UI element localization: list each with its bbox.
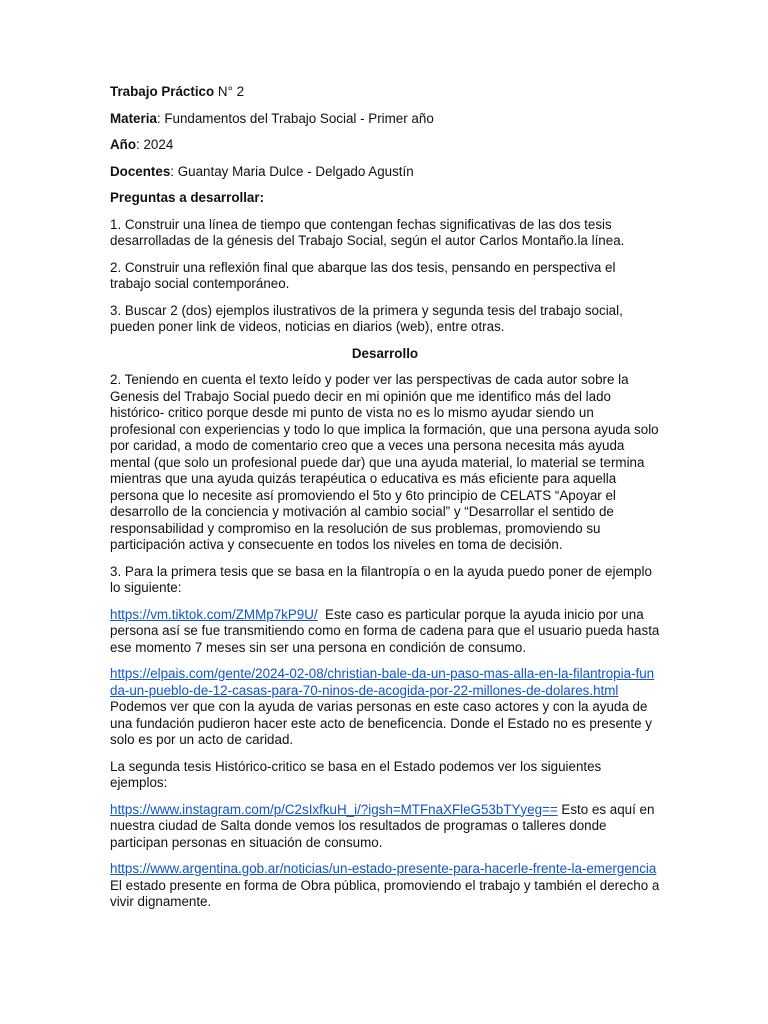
question-3: 3. Buscar 2 (dos) ejemplos ilustrativos de la primera y segunda tesis del trabajo social, pueden poner link de videos, noticias en diarios (web), entre otras. — [110, 302, 623, 334]
tp-line — [110, 84, 660, 101]
example-elpais-text: Podemos ver que con la ayuda de varias personas en este caso actores y con la ayuda de una fundación pudieron hacer este acto de beneficencia. Donde el Estado no es presente y solo es por un acto de caridad. — [110, 699, 652, 747]
example-argentina — [110, 861, 660, 911]
section-title: Desarrollo — [351, 345, 419, 361]
example-argentina-text: El estado presente en forma de Obra pública, promoviendo el trabajo y también el derecho a vivir dignamente. — [110, 877, 660, 909]
document-page — [110, 84, 664, 921]
example-tiktok-text: Este caso es particular porque la ayuda inicio por una persona así se fue transmitiendo como en forma de cadena para que el usuario pueda hasta ese momento 7 meses sin ser una persona en condición de consumo. — [110, 606, 664, 655]
argentina-link[interactable]: https://www.argentina.gob.ar/noticias/un-estado-presente-para-hacerle-frente-la-emergencia — [110, 861, 657, 876]
docentes-label: Docentes — [110, 163, 171, 179]
tp-value: N° 2 — [214, 84, 245, 99]
example-tiktok — [110, 606, 664, 657]
answer-3-intro: 3. Para la primera tesis que se basa en la filantropía o en la ayuda puedo poner de ejemplo lo siguiente: — [110, 563, 652, 595]
docentes-line — [110, 164, 660, 181]
tiktok-link[interactable]: https://vm.tiktok.com/ZMMp7kP9U/ — [110, 606, 318, 622]
anio-line — [110, 137, 660, 154]
question-1: 1. Construir una línea de tiempo que contengan fechas significativas de las dos tesis desarrolladas de la génesis del Trabajo Social, según el autor Carlos Montaño.la línea. — [110, 216, 625, 248]
example-elpais — [110, 666, 660, 749]
tp-label: Trabajo Práctico — [110, 84, 215, 99]
instagram-link[interactable]: https://www.instagram.com/p/C2sIxfkuH_i/?igsh=MTFnaXFleG53bTYyeg== — [110, 801, 558, 817]
elpais-link[interactable]: https://elpais.com/gente/2024-02-08/christian-bale-da-un-paso-mas-alla-en-la-filantropia-funda-un-pueblo-de-12-casas-para-70-ninos-de-acogida-por-22-millones-de-dolares.html — [110, 666, 655, 698]
materia-value: : Fundamentos del Trabajo Social - Primer año — [156, 110, 434, 126]
example-instagram — [110, 802, 660, 852]
example-instagram-text: Esto es aquí en nuestra ciudad de Salta donde vemos los resultados de programas o talleres donde participan personas en situación de consumo. — [110, 801, 655, 850]
answer-2-paragraph: 2. Teniendo en cuenta el texto leído y poder ver las perspectivas de cada autor sobre la Genesis del Trabajo Social puedo decir en mi opinión que me identifico más del lado histórico- critico porque desde mi punto de vista no es lo mismo ayudar siendo un profesional con experiencias y todo lo que implica la formación, que una persona ayuda solo por caridad, a modo de comentario creo que a veces una persona necesita más ayuda mental (que solo un profesional puede dar) que una ayuda material, lo material se termina mientras que una ayuda quizás terapéutica o educativa es más eficiente para aquella persona que lo necesite así promoviendo el 5to y 6to principio de CELATS “Apoyar el desarrollo de la conciencia y motivación al cambio social” y “Desarrollar el sentido de responsabilidad y compromiso en la resolución de sus problemas, promoviendo su participación activa y consecuente en todos los niveles en toma de decisión. — [110, 372, 659, 552]
question-2: 2. Construir una reflexión final que abarque las dos tesis, pensando en perspectiva el trabajo social contemporáneo. — [110, 259, 616, 291]
docentes-value: : Guantay Maria Dulce - Delgado Agustín — [170, 163, 414, 179]
anio-value: : 2024 — [136, 137, 174, 152]
materia-line — [110, 111, 660, 128]
second-thesis-intro: La segunda tesis Histórico-critico se basa en el Estado podemos ver los siguientes ejemplos: — [110, 758, 602, 790]
anio-label: Año — [110, 137, 137, 152]
preguntas-heading: Preguntas a desarrollar: — [110, 190, 265, 205]
materia-label: Materia — [110, 110, 157, 126]
